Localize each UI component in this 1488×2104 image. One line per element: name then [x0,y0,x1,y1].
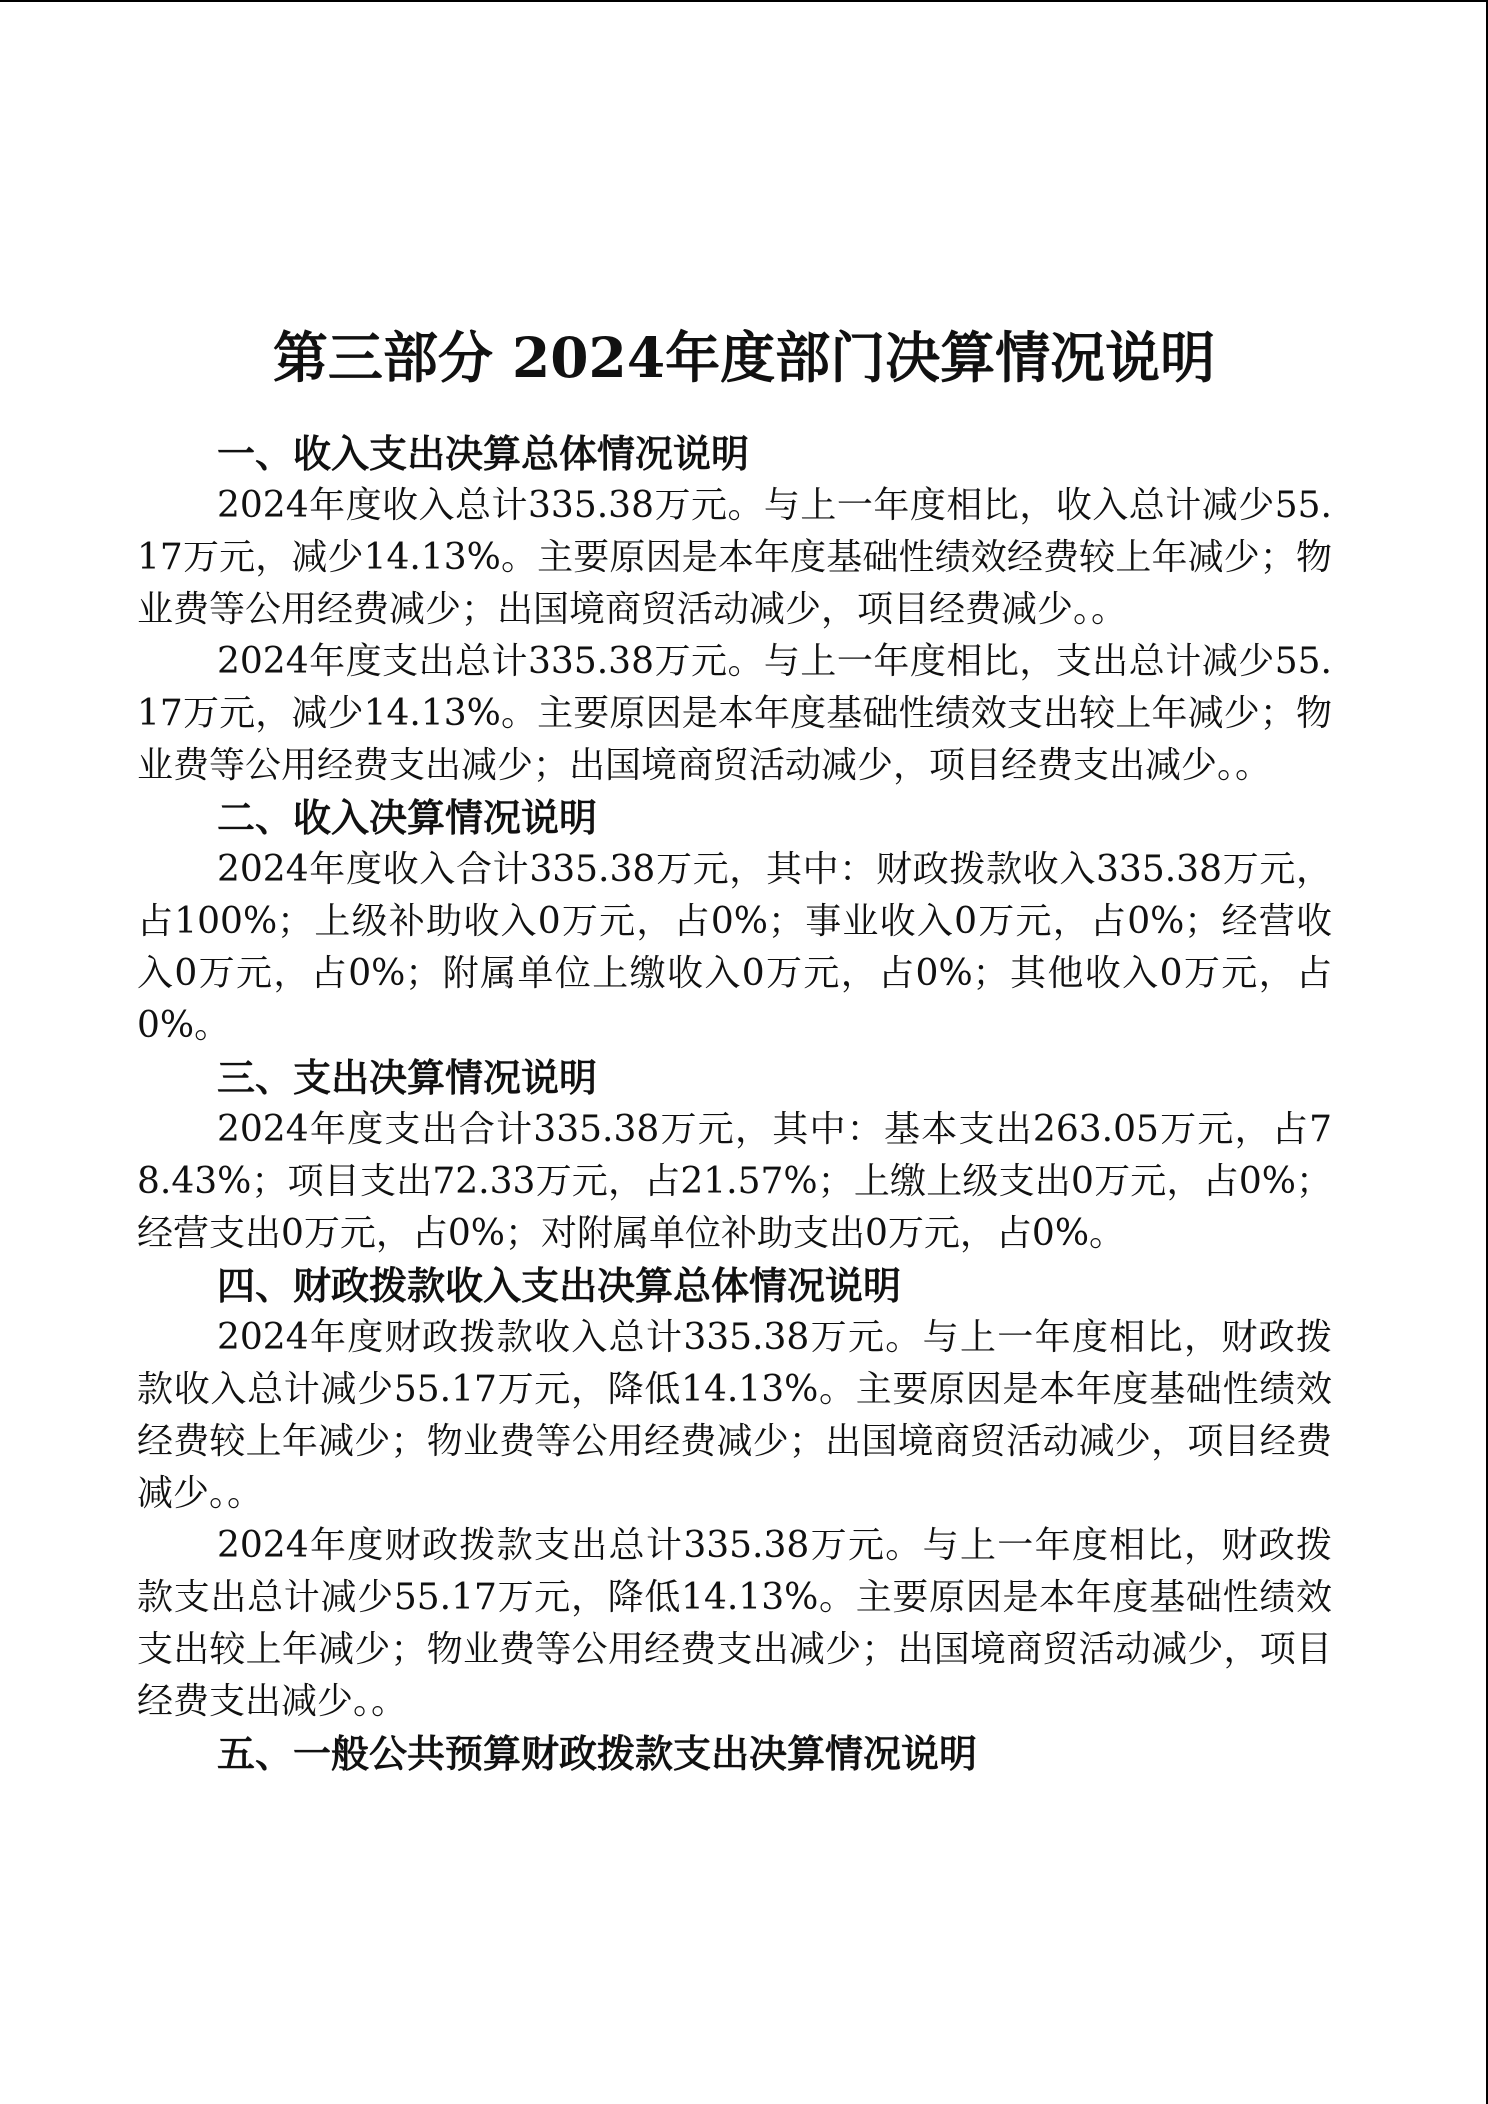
document-title: 第三部分 2024年度部门决算情况说明 [272,325,1216,390]
paragraph-fiscal-appropriation-expenditure: 2024年度财政拨款支出总计335.38万元。与上一年度相比，财政拨款支出总计减少55.17万元，降低14.13%。主要原因是本年度基础性绩效支出较上年减少；物业费等公用经费支出减少；出国境商贸活动减少，项目经费支出减少。。 [137,1525,1332,1722]
paragraph-total-income: 2024年度收入总计335.38万元。与上一年度相比，收入总计减少55.17万元，减少14.13%。主要原因是本年度基础性绩效经费较上年减少；物业费等公用经费减少；出国境商贸活动减少，项目经费减少。。 [137,485,1332,630]
document-body [137,428,1332,1780]
paragraph-fiscal-appropriation-income: 2024年度财政拨款收入总计335.38万元。与上一年度相比，财政拨款收入总计减少55.17万元，降低14.13%。主要原因是本年度基础性绩效经费较上年减少；物业费等公用经费减少；出国境商贸活动减少，项目经费减少。。 [137,1317,1332,1514]
paragraph-total-expenditure: 2024年度支出总计335.38万元。与上一年度相比，支出总计减少55.17万元，减少14.13%。主要原因是本年度基础性绩效支出较上年减少；物业费等公用经费支出减少；出国境商贸活动减少，项目经费支出减少。。 [137,641,1332,786]
section-heading-income-details: 二、收入决算情况说明 [217,795,598,840]
paragraph-expenditure-breakdown: 2024年度支出合计335.38万元，其中：基本支出263.05万元，占78.43%；项目支出72.33万元，占21.57%；上缴上级支出0万元，占0%；经营支出0万元，占0%；对附属单位补助支出0万元，占0%。 [137,1109,1332,1254]
paragraph-income-breakdown: 2024年度收入合计335.38万元，其中：财政拨款收入335.38万元，占100%；上级补助收入0万元，占0%；事业收入0万元，占0%；经营收入0万元，占0%；附属单位上缴收入0万元，占0%；其他收入0万元，占0%。 [137,849,1332,1046]
section-heading-expenditure-details: 三、支出决算情况说明 [217,1055,598,1100]
section-heading-income-expenditure-overview: 一、收入支出决算总体情况说明 [217,431,750,476]
section-heading-general-public-budget: 五、一般公共预算财政拨款支出决算情况说明 [217,1731,978,1776]
section-heading-fiscal-appropriation-overview: 四、财政拨款收入支出决算总体情况说明 [217,1263,902,1308]
